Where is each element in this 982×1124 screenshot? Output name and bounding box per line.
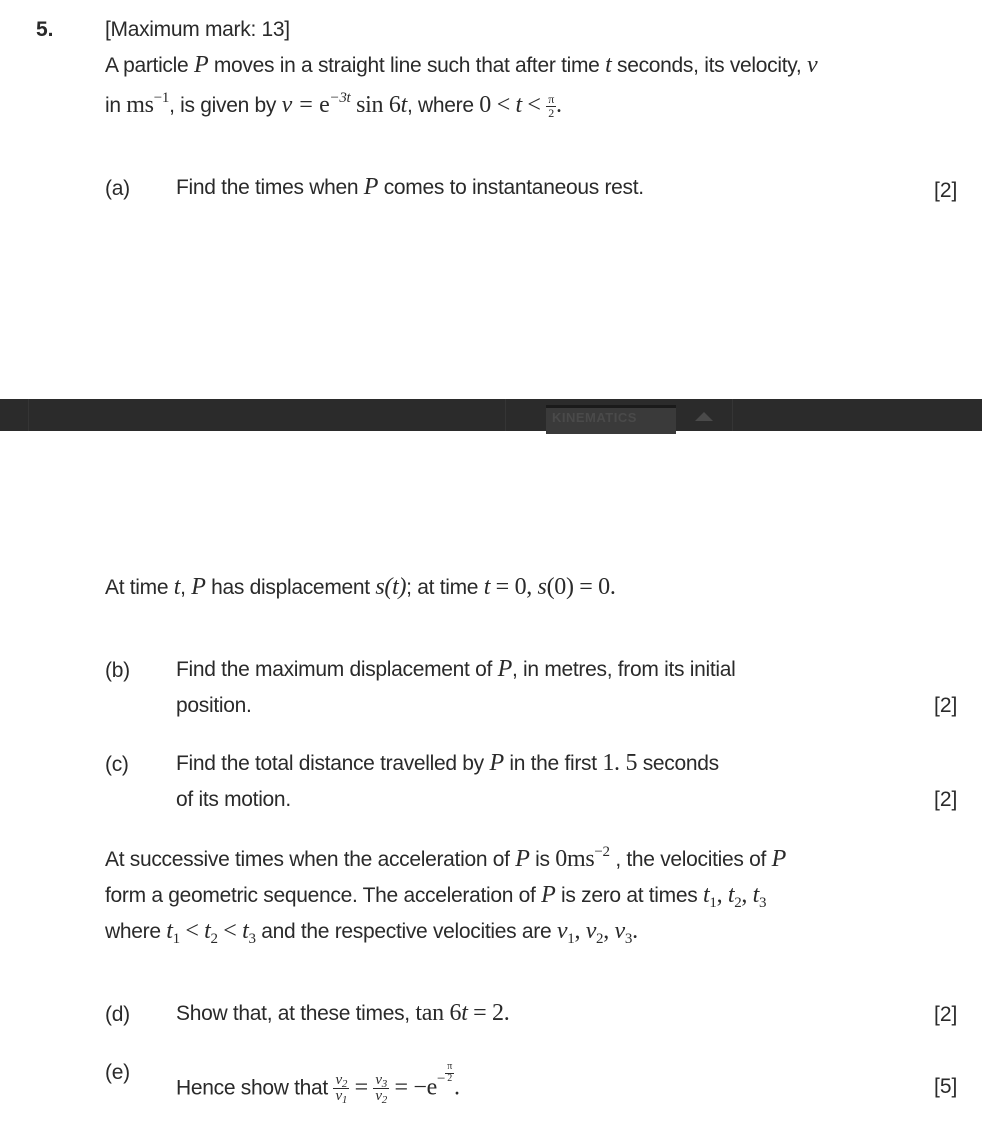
part-b-label: (b) (105, 659, 130, 682)
part-c-label: (c) (105, 753, 129, 776)
math-expression: sin 6 (350, 92, 401, 118)
math-symbol: . (632, 918, 638, 944)
statement-text: and the respective velocities are (261, 920, 552, 943)
math-subscript: 2 (734, 895, 742, 911)
part-e-mark: [5] (934, 1075, 958, 1098)
math-subscript: 2 (596, 931, 604, 947)
math-expression: tan 6 (415, 1000, 462, 1026)
math-expression: = 0, (495, 574, 532, 600)
math-exponent: − π 2 (437, 1061, 452, 1087)
intro-line-2 (105, 92, 562, 120)
chevron-up-icon[interactable] (695, 412, 713, 421)
math-symbol: P (489, 750, 504, 776)
geometric-line-3 (105, 918, 638, 945)
math-unit: ms (126, 92, 154, 118)
math-number: 1. 5 (602, 750, 638, 776)
part-d-text (176, 1000, 509, 1027)
math-symbol: t (703, 882, 710, 908)
math-symbol: P (497, 656, 512, 682)
math-expression: (t) (384, 574, 407, 600)
statement-text: At time (105, 576, 169, 599)
statement-text: , the velocities of (615, 848, 767, 871)
math-expression: = 2. (473, 1000, 510, 1026)
intro-text: , where (406, 94, 474, 117)
part-text: Find the times when (176, 176, 359, 199)
math-symbol: P (193, 52, 209, 78)
math-symbol: P (515, 846, 530, 872)
math-symbol: t (173, 574, 181, 600)
geometric-line-1 (105, 846, 786, 873)
math-symbol: t (242, 918, 249, 944)
band-separator (505, 399, 506, 431)
math-symbol: P (771, 846, 786, 872)
part-a-text (176, 174, 644, 201)
math-subscript: 1 (567, 931, 575, 947)
math-symbol: . (453, 1074, 460, 1101)
band-separator (732, 399, 733, 431)
intro-text: moves in a straight line such that after time (213, 54, 600, 77)
statement-text: is (535, 848, 550, 871)
part-text: Hence show that (176, 1076, 328, 1100)
math-expression: = −e (394, 1074, 438, 1101)
statement-text: At successive times when the acceleration of (105, 848, 510, 871)
part-c-mark: [2] (934, 788, 958, 811)
math-subscript: 1 (172, 931, 180, 947)
math-symbol: t (204, 918, 211, 944)
math-symbol: s (375, 574, 385, 600)
math-expression: v = (281, 92, 314, 118)
math-subscript: 3 (248, 931, 256, 947)
math-symbol: t (515, 92, 522, 118)
part-a-label: (a) (105, 177, 130, 200)
math-expression: < (527, 92, 541, 118)
math-number: 0 (555, 846, 567, 872)
part-text: comes to instantaneous rest. (383, 176, 644, 199)
part-text: , in metres, from its initial (511, 658, 736, 681)
math-symbol: P (191, 574, 206, 600)
math-symbol: t (605, 52, 612, 78)
part-c-text-line-2: of its motion. (176, 788, 291, 811)
math-symbol: , (741, 882, 748, 908)
question-number: 5. (36, 18, 54, 41)
math-subscript: 1 (709, 895, 717, 911)
intro-text: seconds, its velocity, (617, 54, 802, 77)
math-expression: (0) (546, 574, 574, 600)
maximum-mark: [Maximum mark: 13] (105, 18, 290, 41)
part-e-label: (e) (105, 1061, 130, 1084)
math-exponent: −3t (329, 90, 351, 106)
part-b-text-line-1 (176, 656, 736, 683)
math-symbol: < (223, 918, 237, 944)
statement-text: where (105, 920, 161, 943)
math-symbol: . (555, 92, 562, 118)
intro-text: A particle (105, 54, 189, 77)
math-symbol: v (806, 52, 818, 78)
page-divider-band (0, 399, 982, 431)
math-symbol: P (363, 174, 379, 200)
v2-over-v1-fraction: $\frac{v_2}{v_1}$ (335, 1071, 348, 1107)
part-d-label: (d) (105, 1003, 130, 1026)
math-symbol: t (483, 574, 491, 600)
part-e-text (176, 1062, 460, 1105)
math-subscript: 2 (210, 931, 218, 947)
part-c-text-line-1 (176, 750, 719, 777)
math-symbol: < (185, 918, 199, 944)
math-symbol: s (537, 574, 547, 600)
math-symbol: , (716, 882, 723, 908)
part-a-mark: [2] (934, 179, 958, 202)
math-subscript: 3 (759, 895, 767, 911)
part-b-mark: [2] (934, 694, 958, 717)
math-unit: ms (566, 846, 595, 872)
math-symbol: t (461, 1000, 468, 1026)
displacement-statement: At time t, P has displacement s(t); at time t = 0, s(0) = 0. (105, 574, 616, 600)
part-text: Show that, at these times, (176, 1002, 410, 1025)
band-separator (28, 399, 29, 431)
math-expression: = 0. (579, 574, 616, 600)
band-tab-label: KINEMATICS (552, 410, 637, 425)
part-text: seconds (642, 752, 719, 775)
part-text: Find the maximum displacement of (176, 658, 493, 681)
v3-over-v2-fraction: $\frac{v_3}{v_2}$ (375, 1071, 387, 1107)
math-expression: 0 < (479, 92, 510, 118)
math-exponent: −1 (153, 90, 170, 106)
statement-text: form a geometric sequence. The acceleration of (105, 884, 536, 907)
part-text: Find the total distance travelled by (176, 752, 484, 775)
math-symbol: , (574, 918, 581, 944)
math-symbol: e (319, 92, 330, 118)
intro-text: in (105, 94, 121, 117)
math-symbol: = (354, 1074, 368, 1101)
math-symbol: , (603, 918, 609, 944)
intro-line-1 (105, 52, 817, 79)
math-symbol: t (727, 882, 735, 908)
part-text: in the first (509, 752, 597, 775)
math-symbol: v (614, 918, 625, 944)
intro-text: , is given by (169, 94, 277, 117)
statement-text: is zero at times (561, 884, 698, 907)
math-symbol: P (541, 882, 556, 908)
math-symbol: t (400, 92, 407, 118)
statement-text: has displacement (211, 576, 370, 599)
pi-over-two-fraction: $\frac{\pi}{2}$ (548, 92, 554, 120)
statement-text: ; at time (406, 576, 479, 599)
part-b-text-line-2: position. (176, 694, 252, 717)
math-symbol: t (752, 882, 760, 908)
math-symbol: t (166, 918, 173, 944)
math-exponent: −2 (594, 844, 610, 860)
math-symbol: v (585, 918, 597, 944)
math-subscript: 3 (624, 931, 633, 947)
geometric-line-2 (105, 882, 766, 909)
part-d-mark: [2] (934, 1003, 958, 1026)
math-symbol: v (556, 918, 568, 944)
